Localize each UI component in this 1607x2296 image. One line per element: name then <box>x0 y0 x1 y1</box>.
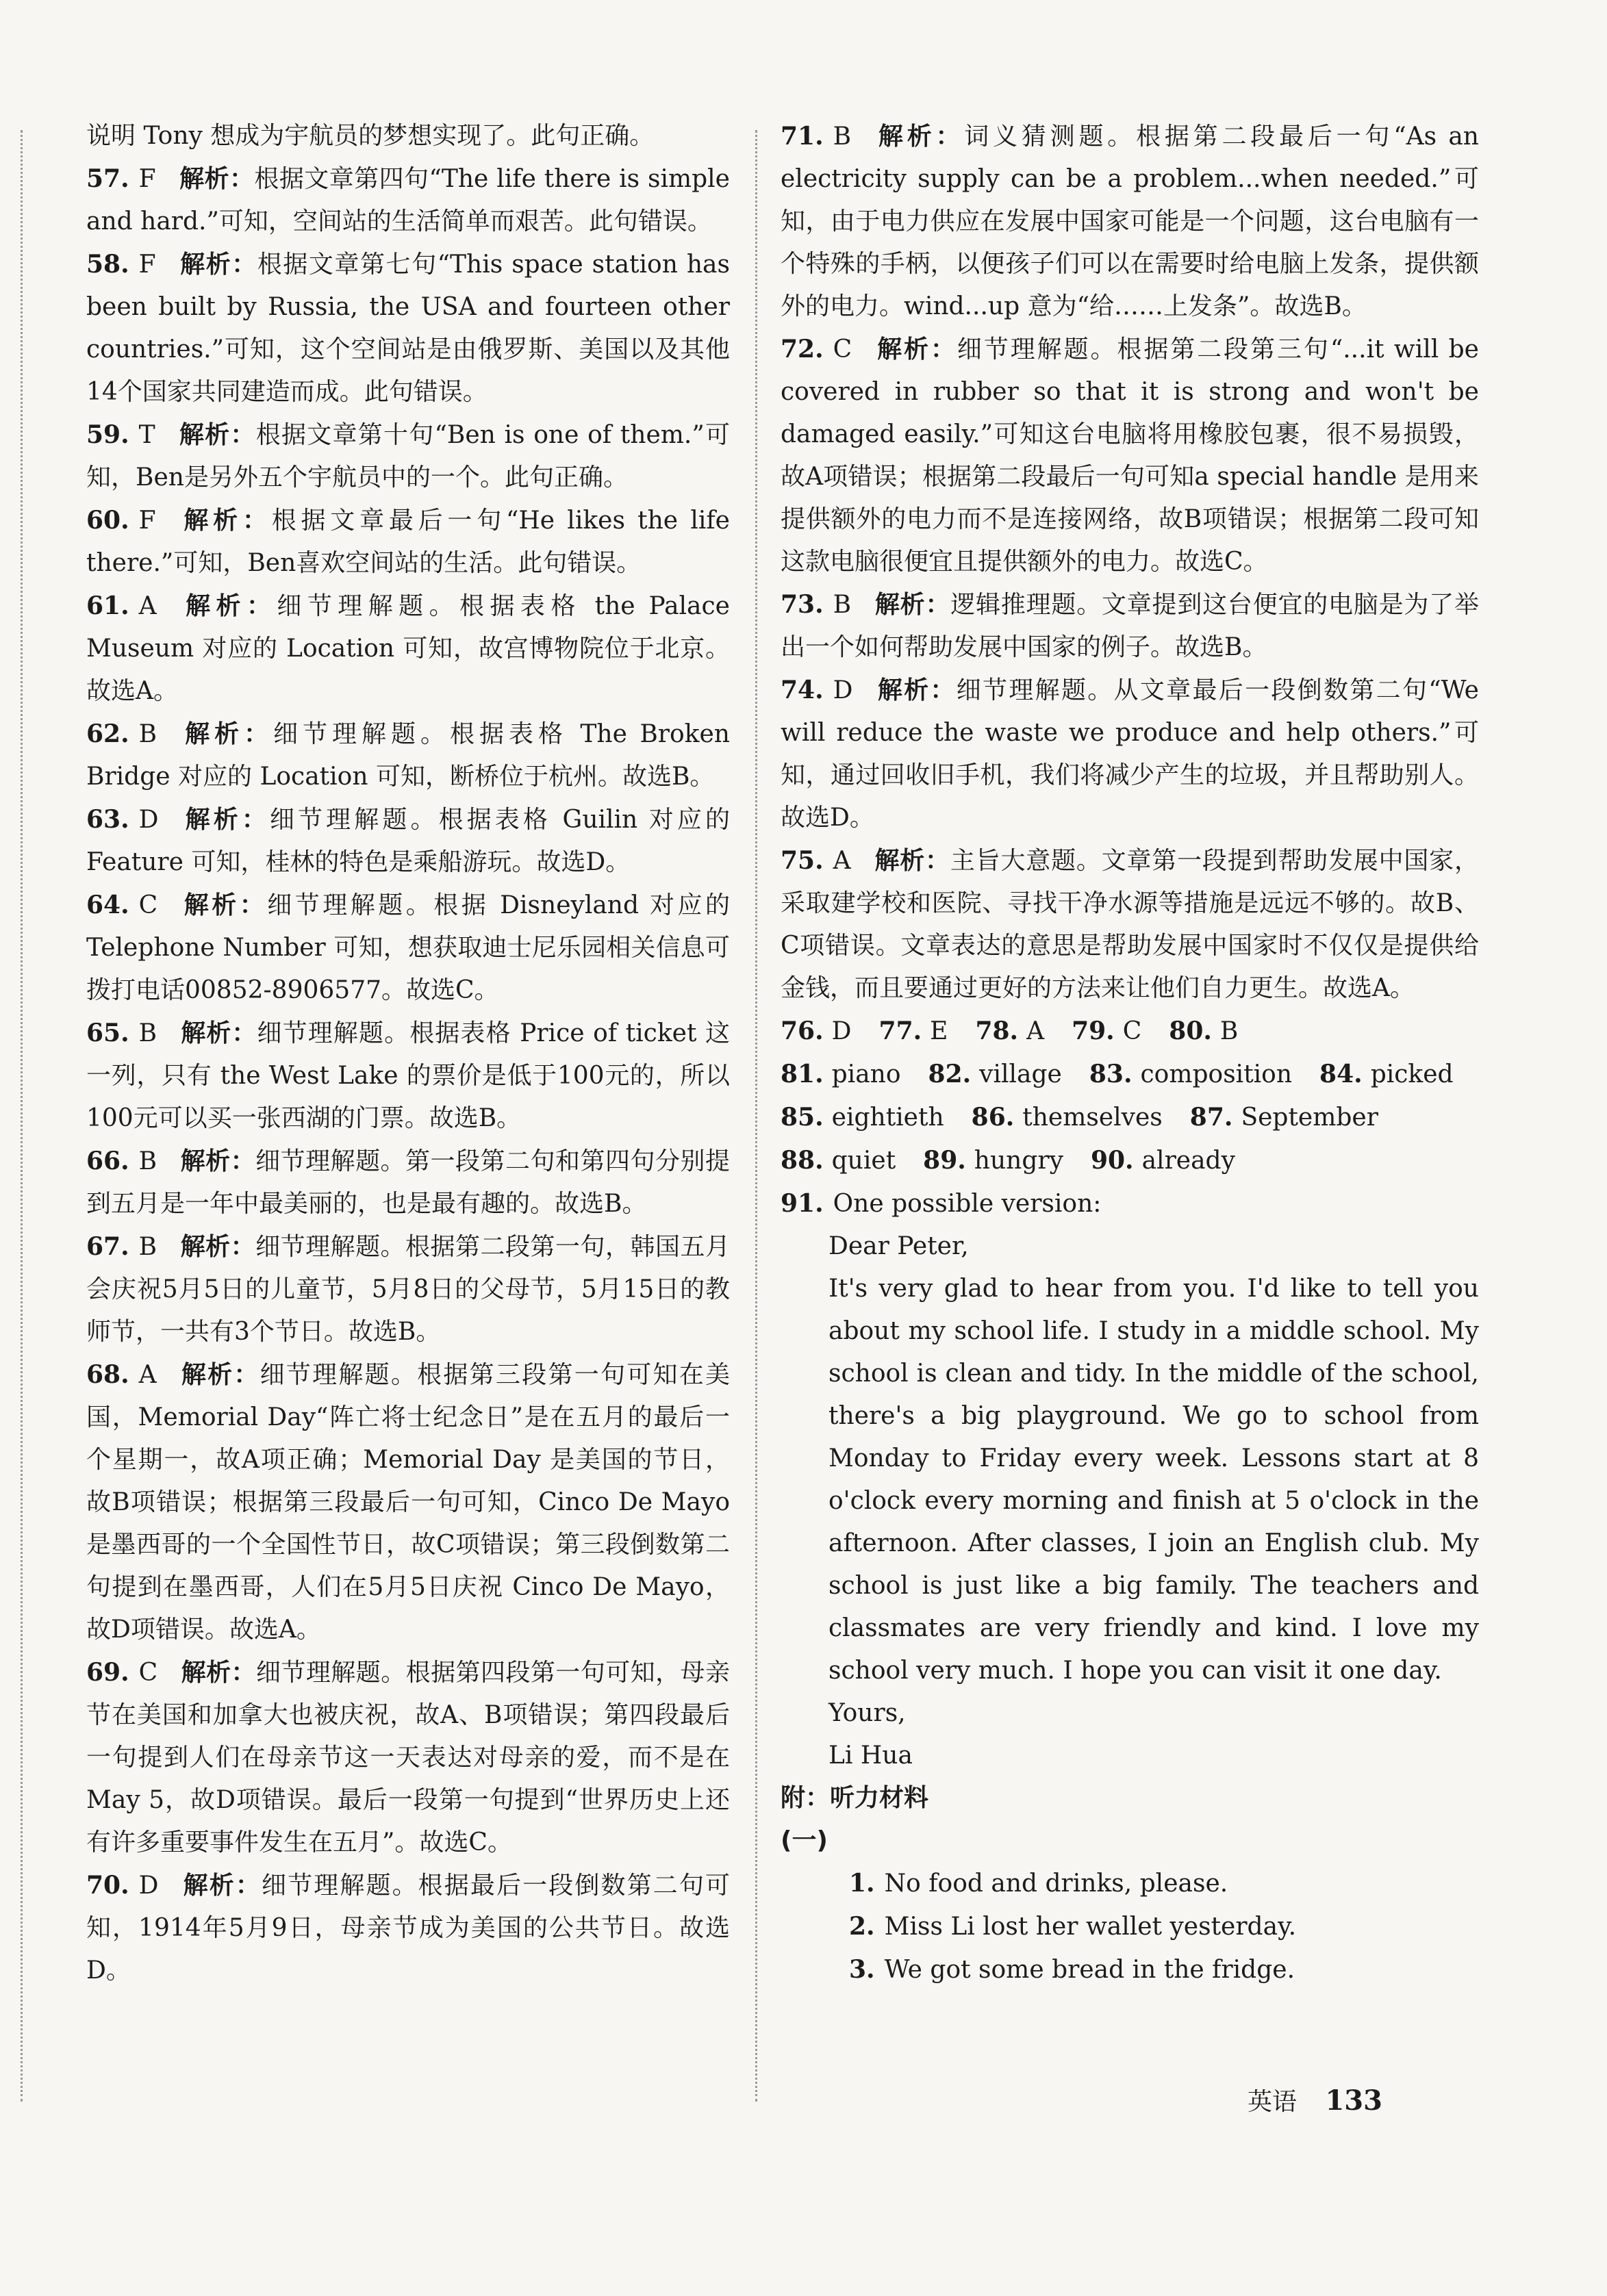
question-number: 74. <box>781 676 824 704</box>
answer-word: village <box>979 1060 1062 1088</box>
analysis-text: 细节理解题。根据第三段第一句可知在美国，Memorial Day“阵亡将士纪念日”是在五月的最后一个星期一，故A项正确；Memorial Day 是美国的节日，故B项错误；根据第三段最后一句可知，Cinco De Mayo 是墨西哥的一个全国性节日，故C项错误；第三段倒数第二句提到在墨西哥，人们在5月5日庆祝 Cinco De Mayo，故D项错误。故选A。 <box>86 1361 730 1644</box>
analysis-label: 解析： <box>180 1147 256 1175</box>
question-number: 57. <box>86 164 129 193</box>
question-number: 62. <box>86 719 129 748</box>
question-number: 65. <box>86 1019 129 1047</box>
analysis-label: 解析： <box>875 335 957 363</box>
left-margin-rule <box>21 130 23 2102</box>
short-answer-row <box>781 1139 1479 1182</box>
analysis-text: 细节理解题。根据第二段第一句，韩国五月会庆祝5月5日的儿童节，5月8日的父母节，5月15日的教师节，一共有3个节日。故选B。 <box>86 1233 730 1346</box>
analysis-text: 主旨大意题。文章第一段提到帮助发展中国家，采取建学校和医院、寻找干净水源等措施是远远不够的。故B、C项错误。文章表达的意思是帮助发展中国家时不仅仅是提供给金钱，而且要通过更好的方法来让他们自力更生。故选A。 <box>781 847 1479 1002</box>
sentence-number: 3. <box>849 1955 875 1984</box>
sentence-text: We got some bread in the fridge. <box>884 1956 1295 1984</box>
analysis-label: 解析： <box>180 1233 256 1261</box>
analysis-text: 细节理解题。第一段第二句和第四句分别提到五月是一年中最美丽的，也是最有趣的。故选B。 <box>86 1147 730 1218</box>
writing-answer <box>781 1182 1479 1777</box>
answer-word: C <box>1122 1017 1142 1045</box>
question-number: 88. <box>781 1146 824 1175</box>
listening-sentence <box>849 1862 1479 1905</box>
answer-item <box>781 839 1479 1010</box>
answer-item <box>86 115 730 157</box>
question-number: 70. <box>86 1871 129 1900</box>
answer-item <box>86 413 730 499</box>
short-answer-list <box>781 1010 1479 1182</box>
question-number: 66. <box>86 1147 129 1175</box>
answer-item <box>86 1140 730 1225</box>
answer-word: picked <box>1370 1060 1454 1088</box>
analysis-label: 解析： <box>181 806 270 834</box>
answer-item <box>86 1353 730 1651</box>
appendix-section: (一) <box>781 1826 828 1854</box>
letter-body: It's very glad to hear from you. I'd like to tell you about my school life. I study in a middle school. My school is clean and tidy. In the middle of the school, there's a big playground. We go to school from Monday to Friday every week. Lessons start at 8 o'clock every morning and finish at 5 o'clock in the afternoon. After classes, I join an English club. My school is just like a big family. The teachers and classmates are very friendly and kind. I love my school very much. I hope you can visit it one day. <box>828 1275 1479 1685</box>
question-number: 86. <box>971 1103 1015 1132</box>
answer-word: themselves <box>1022 1104 1163 1132</box>
answer-item <box>86 1225 730 1353</box>
analysis-label: 解析： <box>181 891 268 919</box>
analysis-label: 解析： <box>179 1361 260 1389</box>
analysis-label: 解析： <box>180 1019 257 1047</box>
answer-letter: C <box>138 1659 158 1687</box>
question-number: 89. <box>923 1146 966 1175</box>
analysis-text: 词义猜测题。根据第二段最后一句“As an electricity supply can be a problem...when needed.”可知，由于电力供应在发展中国家可能是一个问题，这台电脑有一个特殊的手柄，以便孩子们可以在需要时给电脑上发条，提供额外的电力。wind...up 意为“给……上发条”。故选B。 <box>781 123 1479 320</box>
answer-letter: B <box>833 591 852 619</box>
question-number: 79. <box>1072 1017 1115 1045</box>
analysis-label: 解析： <box>179 507 272 535</box>
analysis-label: 解析： <box>874 123 965 151</box>
answer-item <box>781 115 1479 328</box>
sentence-text: Miss Li lost her wallet yesterday. <box>884 1913 1297 1941</box>
analysis-text: 细节理解题。根据 Disneyland 对应的 Telephone Number 可知，想获取迪士尼乐园相关信息可拨打电话00852-8906577。故选C。 <box>86 891 730 1004</box>
left-column <box>86 115 730 1992</box>
question-number: 75. <box>781 846 824 875</box>
answer-word: piano <box>831 1060 901 1088</box>
question-number: 63. <box>86 805 129 834</box>
analysis-text: 细节理解题。根据第二段第三句“...it will be covered in rubber so that it is strong and won't be damaged easily.”可知这台电脑将用橡胶包裹，很不易损毁，故A项错误；根据第二段最后一句可知a special handle 是用来提供额外的电力而不是连接网络，故B项错误；根据第二段可知这款电脑很便宜且提供额外的电力。故选C。 <box>781 335 1479 576</box>
analysis-text: 根据文章第十句“Ben is one of them.”可知，Ben是另外五个宇航员中的一个。此句正确。 <box>86 421 730 492</box>
answer-letter: B <box>138 720 157 748</box>
answer-letter: D <box>833 676 853 704</box>
answer-item <box>86 713 730 798</box>
answer-letter: A <box>138 592 157 620</box>
appendix-title: 附：听力材料 <box>781 1784 929 1812</box>
answer-letter: B <box>138 1147 157 1175</box>
analysis-text: 根据文章最后一句“He likes the life there.”可知，Ben喜欢空间站的生活。此句错误。 <box>86 507 730 577</box>
analysis-label: 解析： <box>181 1872 262 1900</box>
question-number: 69. <box>86 1658 129 1687</box>
letter-signature: Li Hua <box>828 1742 913 1770</box>
analysis-text: 逻辑推理题。文章提到这台便宜的电脑是为了举出一个如何帮助发展中国家的例子。故选B。 <box>781 591 1479 661</box>
analysis-text: 细节理解题。根据最后一段倒数第二句可知，1914年5月9日，母亲节成为美国的公共节日。故选D。 <box>86 1872 730 1985</box>
answer-item <box>781 583 1479 669</box>
analysis-label: 解析： <box>180 720 274 748</box>
answer-letter: B <box>833 123 852 151</box>
analysis-text: 根据文章第四句“The life there is simple and hard.”可知，空间站的生活简单而艰苦。此句错误。 <box>86 165 730 235</box>
right-answer-list <box>781 115 1479 1010</box>
question-number: 80. <box>1169 1017 1212 1045</box>
answer-item <box>86 1651 730 1864</box>
answer-item <box>781 669 1479 839</box>
answer-letter: B <box>138 1233 157 1261</box>
answer-letter: A <box>138 1361 157 1389</box>
analysis-label: 解析： <box>178 421 256 449</box>
question-number: 64. <box>86 891 129 919</box>
answer-letter: A <box>833 847 851 875</box>
question-number: 81. <box>781 1060 824 1088</box>
listening-sentence <box>849 1948 1479 1991</box>
analysis-text: 细节理解题。根据表格 the Palace Museum 对应的 Location 可知，故宫博物院位于北京。故选A。 <box>86 592 730 705</box>
question-number: 68. <box>86 1360 129 1389</box>
answer-item <box>781 328 1479 583</box>
answer-letter: F <box>138 251 156 279</box>
analysis-text: 细节理解题。根据表格 Guilin 对应的 Feature 可知，桂林的特色是乘船游玩。故选D。 <box>86 806 730 876</box>
question-number: 85. <box>781 1103 824 1132</box>
answer-item <box>86 243 730 413</box>
question-number: 71. <box>781 122 824 151</box>
answer-item <box>86 884 730 1012</box>
answer-letter: F <box>138 165 156 193</box>
analysis-label: 解析： <box>874 591 951 619</box>
sentence-number: 1. <box>849 1869 875 1898</box>
letter-closing: Yours, <box>828 1699 906 1727</box>
answer-word: already <box>1141 1147 1235 1175</box>
page-footer <box>1248 2082 1382 2117</box>
answer-word: quiet <box>831 1147 896 1175</box>
question-number: 78. <box>975 1017 1019 1045</box>
right-column <box>781 115 1479 1991</box>
listening-material-list <box>781 1862 1479 1991</box>
answer-word: composition <box>1140 1060 1293 1088</box>
listening-sentence <box>849 1905 1479 1948</box>
question-number: 59. <box>86 420 129 449</box>
question-number: 76. <box>781 1017 824 1045</box>
answer-word: E <box>930 1017 948 1045</box>
answer-item <box>86 585 730 713</box>
question-number: 91. <box>781 1189 824 1218</box>
sentence-text: No food and drinks, please. <box>884 1870 1228 1898</box>
answer-letter: C <box>833 335 852 363</box>
question-number: 84. <box>1319 1060 1363 1088</box>
answer-item <box>86 1012 730 1140</box>
question-number: 87. <box>1189 1103 1233 1132</box>
answer-letter: C <box>138 891 158 919</box>
analysis-text: 细节理解题。根据表格 The Broken Bridge 对应的 Location 可知，断桥位于杭州。故选B。 <box>86 720 730 791</box>
answer-word: D <box>831 1017 852 1045</box>
page-number: 133 <box>1325 2084 1382 2117</box>
question-number: 60. <box>86 506 129 535</box>
analysis-text: 细节理解题。从文章最后一段倒数第二句“We will reduce the waste we produce and help others.”可知，通过回收旧手机，我们将减少产生的垃圾，并且帮助别人。故选D。 <box>781 676 1479 832</box>
answer-letter: B <box>138 1019 157 1047</box>
sample-letter <box>781 1225 1479 1777</box>
question-number: 90. <box>1090 1146 1134 1175</box>
sentence-number: 2. <box>849 1912 875 1941</box>
answer-letter: T <box>138 421 155 449</box>
question-number: 58. <box>86 250 129 279</box>
analysis-label: 解析： <box>179 251 257 279</box>
question-number: 73. <box>781 590 824 619</box>
analysis-text: 细节理解题。根据第四段第一句可知，母亲节在美国和加拿大也被庆祝，故A、B项错误；第四段最后一句提到人们在母亲节这一天表达对母亲的爱，而不是在 May 5，故D项错误。最后一段第一句提到“世界历史上还有许多重要事件发生在五月”。故选C。 <box>86 1659 730 1857</box>
question-number: 61. <box>86 591 129 620</box>
analysis-label: 解析： <box>876 676 957 704</box>
answer-letter: D <box>138 1872 159 1900</box>
writing-intro: One possible version: <box>833 1190 1102 1218</box>
analysis-label: 解析： <box>874 847 950 875</box>
short-answer-row <box>781 1053 1479 1096</box>
question-number: 82. <box>928 1060 972 1088</box>
analysis-label: 解析： <box>181 1659 256 1687</box>
answer-item <box>86 157 730 243</box>
question-number: 83. <box>1089 1060 1133 1088</box>
analysis-label: 解析： <box>179 592 277 620</box>
letter-greeting: Dear Peter, <box>828 1232 969 1260</box>
analysis-text: 说明 Tony 想成为宇航员的梦想实现了。此句正确。 <box>86 122 655 150</box>
question-number: 77. <box>878 1017 922 1045</box>
answer-word: A <box>1026 1017 1045 1045</box>
question-number: 67. <box>86 1232 129 1261</box>
answer-letter: F <box>138 507 156 535</box>
column-divider <box>755 130 757 2102</box>
answer-item <box>86 798 730 884</box>
answer-item <box>86 499 730 585</box>
analysis-label: 解析： <box>179 165 255 193</box>
analysis-text: 根据文章第七句“This space station has been built by Russia, the USA and fourteen other countries.”可知，这个空间站是由俄罗斯、美国以及其他14个国家共同建造而成。此句错误。 <box>86 251 730 406</box>
answer-letter: D <box>138 806 159 834</box>
answer-word: hungry <box>974 1147 1063 1175</box>
answer-word: September <box>1241 1104 1378 1132</box>
answer-word: eightieth <box>831 1104 944 1132</box>
question-number: 72. <box>781 335 824 363</box>
short-answer-row <box>781 1096 1479 1139</box>
subject-label: 英语 <box>1248 2088 1298 2116</box>
answer-word: B <box>1219 1017 1239 1045</box>
answer-item <box>86 1864 730 1992</box>
analysis-text: 细节理解题。根据表格 Price of ticket 这一列，只有 the West Lake 的票价是低于100元的，所以100元可以买一张西湖的门票。故选B。 <box>86 1019 730 1132</box>
short-answer-row <box>781 1010 1479 1053</box>
